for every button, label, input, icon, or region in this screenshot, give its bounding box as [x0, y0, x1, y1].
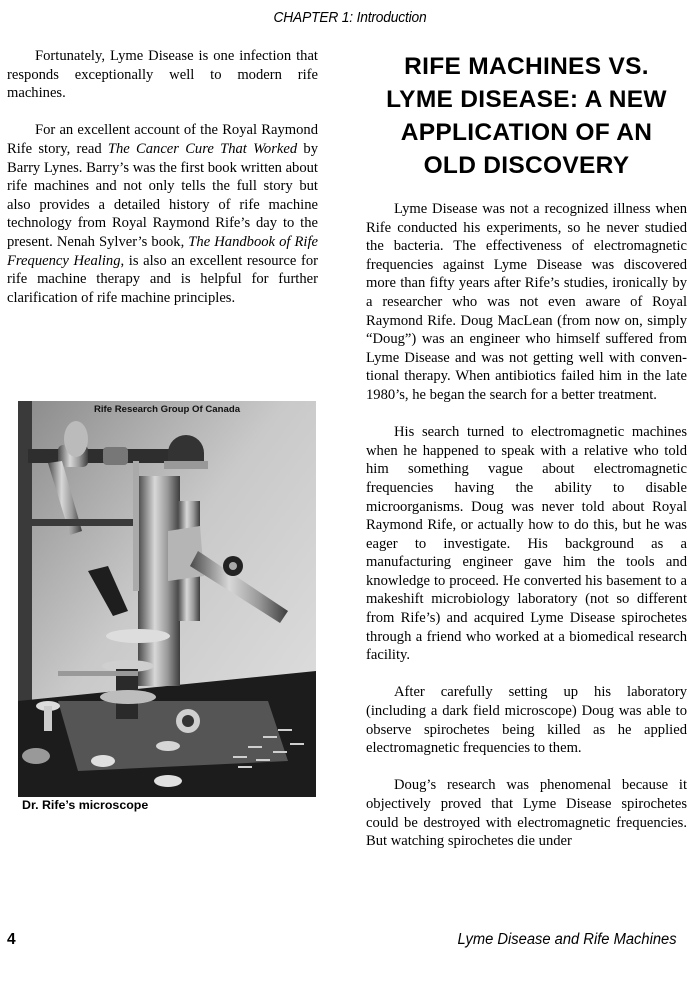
paragraph — [366, 683, 687, 757]
page-number: 4 — [7, 931, 16, 948]
section-title-line: APPLICATION OF AN — [400, 119, 653, 146]
microscope-photo — [18, 401, 316, 797]
text-run: For an excellent account of the Royal Raymond Rife story, read — [7, 122, 318, 157]
right-body — [366, 200, 687, 851]
book-title: The Cancer Cure That Worked — [107, 140, 298, 157]
section-title-line: OLD DISCOVERY — [423, 152, 630, 179]
text-run: Fortunately, Lyme Disease is one infection that responds exceptionally well to modern rife machines. — [7, 48, 318, 102]
paragraph — [7, 47, 318, 103]
section-title — [366, 50, 687, 182]
running-foot: Lyme Disease and Rife Machines — [457, 931, 677, 948]
running-head: CHAPTER 1: Introduction — [273, 9, 427, 26]
paragraph — [7, 121, 318, 307]
right-column — [366, 47, 687, 869]
left-column — [7, 47, 318, 326]
section-title-line: LYME DISEASE: A NEW — [386, 86, 667, 113]
photo-credit: Rife Research Group Of Canada — [93, 404, 241, 415]
paragraph — [366, 423, 687, 665]
book-title: The Handbook of Rife Frequency Healing — [7, 233, 318, 269]
text-run: , is also an excellent resource for rife machine therapy and is helpful for further clarification of rife machine principles. — [7, 252, 318, 306]
text-run: by Barry Lynes. Barry’s was the first book written about rife machines and not only tells the full story but also provides a detailed history of rife machine technology from Royal Raymond Rife’s day to the present. Nenah Sylver’s book, — [7, 140, 318, 250]
text-run: Doug’s research was phenomenal because it objectively proved that Lyme Disease spirochetes could be destroyed with electromagnetic frequencies. But watching spirochetes die under — [366, 777, 687, 850]
figure-caption: Dr. Rife’s microscope — [22, 798, 149, 812]
microscope-illustration — [18, 401, 316, 797]
text-run: After carefully setting up his laboratory (including a dark field microscope) Doug was able to observe spirochetes being killed as he applied electromagnetic frequencies to them. — [366, 684, 687, 757]
section-title-line: RIFE MACHINES VS. — [404, 53, 649, 80]
text-run: Lyme Disease was not a recognized illness when Rife conducted his experiments, so he never studied the bacteria. The effectiveness of electromagnetic frequencies against Lyme Disease was discovered more than fifty years after Rife’s studies, ironically by a researcher who was not even aware of Royal Raymond Rife. Doug MacLean (from now on, simply “Doug”) was an engineer who himself suffered from Lyme Disease and was not getting well with conventional therapy. When antibiotics failed him in the late 1980’s, he began the search for a better treatment. — [366, 201, 687, 403]
paragraph — [366, 776, 687, 850]
paragraph — [366, 200, 687, 405]
text-run: His search turned to electromagnetic machines when he happened to speak with a relative who told him something vague about electromagnetic frequencies having the ability to disable microorganisms. Doug was never told about Royal Raymond Rife, or actually how to do this, but he was eager to investigate. His background as a manufacturing engineer gave him the tools and knowledge to proceed. He converted his basement to a makeshift microbiology laboratory (not so different from Rife’s) and acquired Lyme Disease spirochetes through a friend who worked at a biomedical research facility. — [366, 424, 687, 664]
